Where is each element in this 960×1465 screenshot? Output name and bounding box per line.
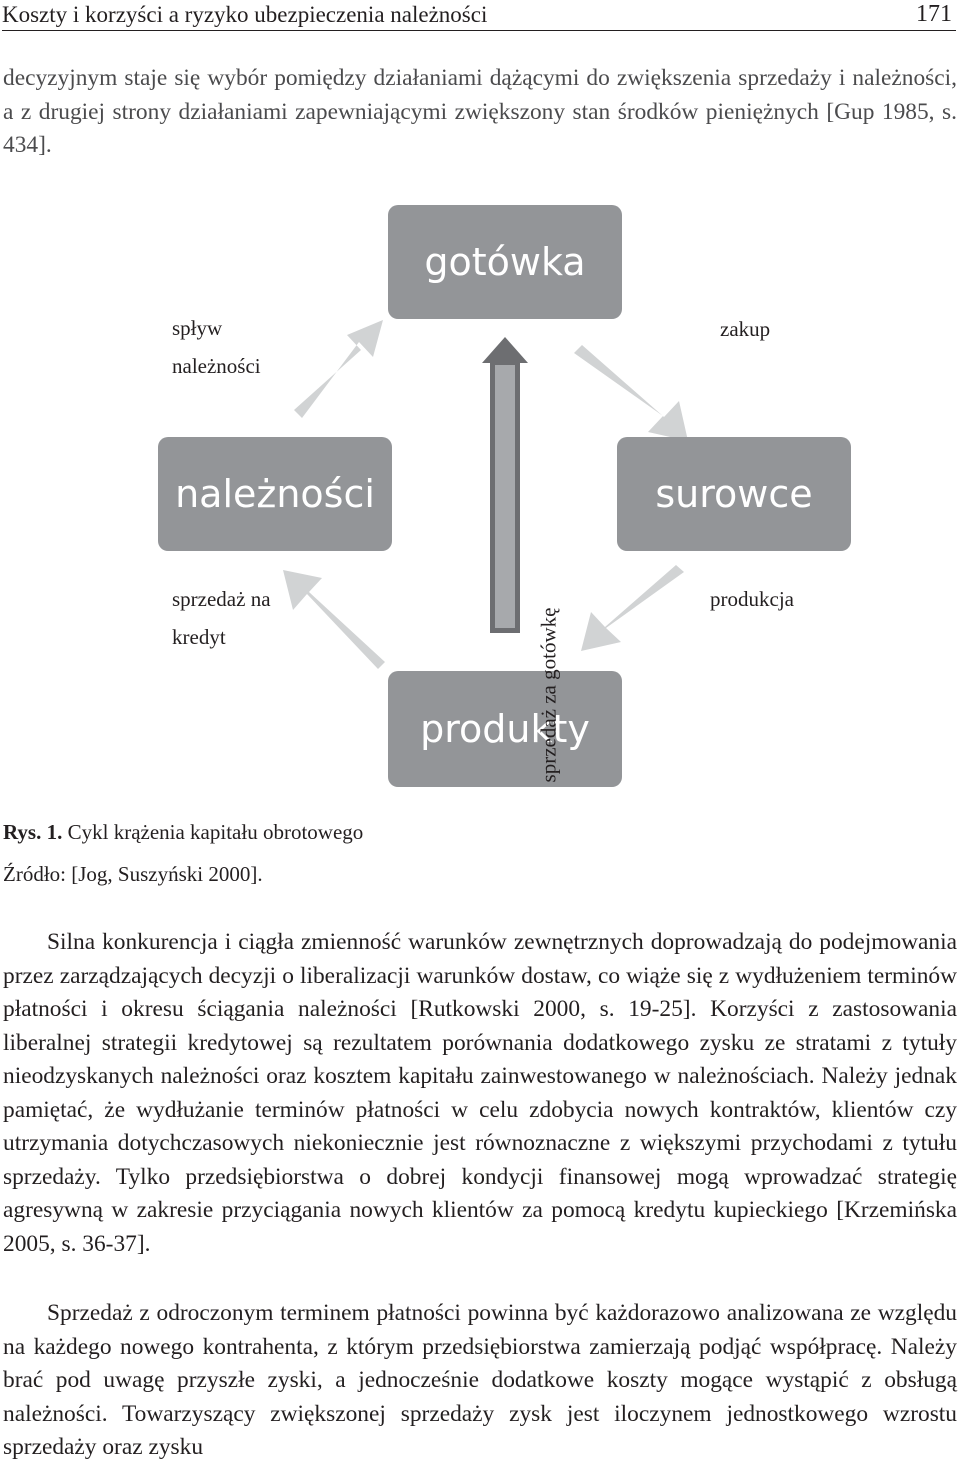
label-cash-sale: sprzedaż za gotówkę <box>536 607 561 783</box>
arrow-materials-to-products <box>581 565 684 651</box>
box-cash-label: gotówka <box>424 240 586 284</box>
figure-caption-label: Rys. 1. <box>3 820 63 844</box>
label-receivables-inflow <box>172 309 261 385</box>
working-capital-cycle-diagram <box>0 195 960 805</box>
arrow-cash-to-materials <box>574 345 688 441</box>
label-credit-sale <box>172 580 271 656</box>
label-credit-sale-line2: kredyt <box>172 625 226 649</box>
body-paragraph: Sprzedaż z odroczonym terminem płatności powinna być każdorazowo analizowana ze względu na każdego nowego kontrahenta, z którym przedsiębiorstwa zamierzają podjąć współpracę. Należy brać pod uwagę przyszłe zyski, a jednocześnie dodatkowe koszty mogące wystąpić z obsługą należności. Towarzyszący zwiększonej sprzedaży zysk jest iloczynem jednostkowego wzrostu sprzedaży oraz zysku <box>3 1300 957 1460</box>
body-paragraph: Silna konkurencja i ciągła zmienność warunków zewnętrznych doprowadzają do podejmowania przez zarządzających decyzji o liberalizacji warunków dostaw, co wiąże się z wydłużeniem terminów płatności i okresu ściągania należności [Rutkowski 2000, s. 19-25]. Korzyści z zastosowania liberalnej strategii kredytowej są rezultatem porównania dodatkowego zysku ze stratami z tytuły nieodzyskanych należności oraz kosztem kapitału zainwestowanego w należnościach. Należy jednak pamiętać, że wydłużanie terminów płatności w celu zdobycia nowych kontraktów, klientów czy utrzymania dotychczasowych niekoniecznie jest równoznaczne z większymi przychodami z tytułu sprzedaży. Tylko przedsiębiorstwa o dobrej kondycji finansowej mogą wprowadzać strategię agresywną w zakresie przyciągania nowych klientów za pomocą kredytu kupieckiego [Krzemińska 2005, s. 36-37]. <box>3 929 957 1257</box>
label-receivables-inflow-line2: należności <box>172 354 261 378</box>
box-products <box>388 671 622 787</box>
box-receivables <box>158 437 392 551</box>
intro-paragraph: decyzyjnym staje się wybór pomiędzy działaniami dążącymi do zwiększenia sprzedaży i należności, a z drugiej strony działaniami zapewniającymi zwiększony stan środków pieniężnych [Gup 1985, s. 434]. <box>3 65 957 158</box>
running-header-title: Koszty i korzyści a ryzyko ubezpieczenia należności <box>2 2 488 27</box>
page-number: 171 <box>916 1 952 27</box>
box-receivables-label: należności <box>175 472 375 516</box>
arrow-cash-sale-highlight <box>495 365 515 628</box>
box-products-label: produkty <box>420 707 590 751</box>
label-receivables-inflow-line1: spływ <box>172 316 223 340</box>
figure-source: Źródło: [Jog, Suszyński 2000]. <box>3 862 263 886</box>
box-raw-materials <box>617 437 851 551</box>
label-production: produkcja <box>710 587 794 611</box>
arrow-products-to-receivables <box>283 570 385 669</box>
arrow-receivables-to-cash <box>294 320 383 418</box>
label-purchase: zakup <box>720 317 771 341</box>
label-credit-sale-line1: sprzedaż na <box>172 587 271 611</box>
running-header <box>2 0 956 31</box>
figure-caption <box>3 820 363 845</box>
box-raw-materials-label: surowce <box>655 472 813 516</box>
box-cash <box>388 205 622 319</box>
figure-caption-text: Cykl krążenia kapitału obrotowego <box>62 820 364 844</box>
